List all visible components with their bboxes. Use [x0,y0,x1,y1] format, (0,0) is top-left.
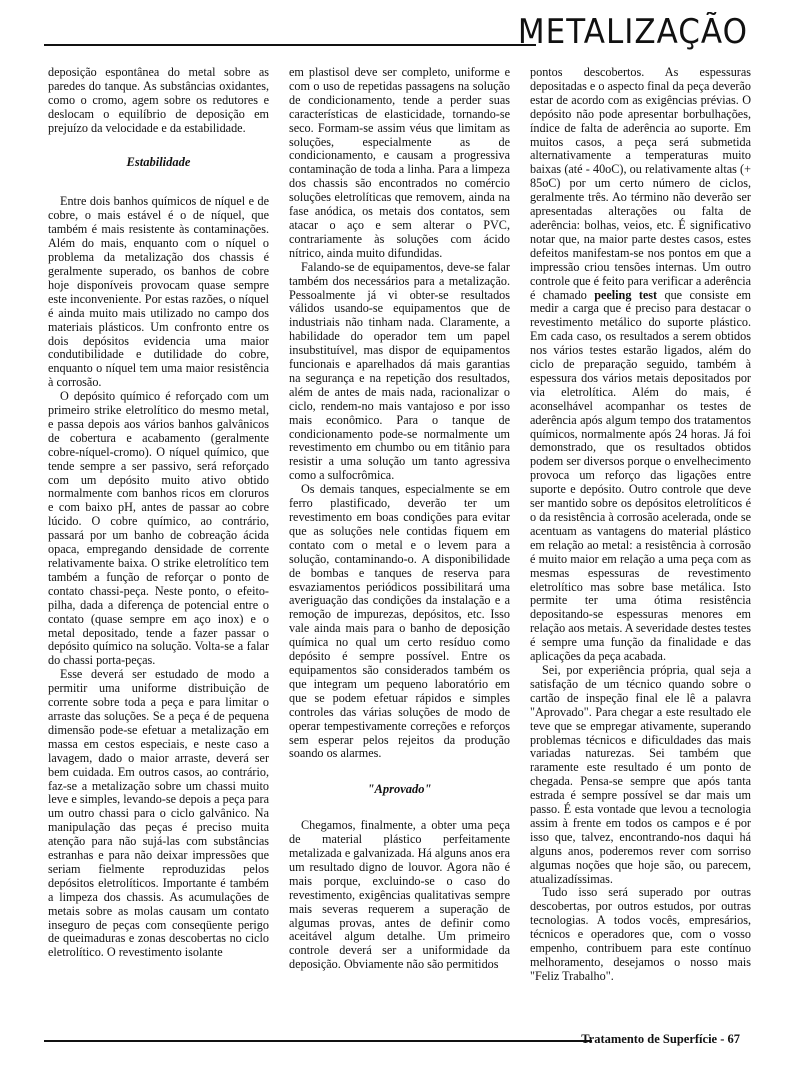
paragraph: Entre dois banhos químicos de níquel e de cobre, o mais estável é o de níquel, que também é mais resistente às contaminações. Além do mais, enquanto com o níquel o problema da metalização dos chassis é geralmente superado, os banhos de cobre hoje disponíveis provocam quase sempre este inconveniente. Por estas razões, o níquel é ainda muito mais utilizado no campo dos materiais plásticos. Um confronto entre os dois depósitos evidencia uma maior condutibilidade e dutilidade do cobre, enquanto o níquel tem uma maior resistência à corrosão. [48,194,269,390]
column-3 [530,66,751,996]
column-1 [48,66,269,996]
paragraph: O depósito químico é reforçado com um primeiro strike eletrolítico do mesmo metal, e passa depois aos vários banhos galvânicos de cobertura e acabamento (geralmente cobre-níquel-cromo). O níquel químico, que tende sempre a ser passivo, será reforçado com um depósito muito ativo obtido normalmente com banhos ricos em cloruros e com baixo pH, antes de passar ao cobre lúcido. O cobre químico, ao contrário, passará por um banho de cobreação ácida opaca, empregando densidade de corrente relativamente baixa. O strike eletrolítico tem também a função de reforçar o ponto de contato chassi-peça. Neste ponto, o efeito-pilha, dada a diferença de potencial entre o contato (quase sempre em aço inox) e o metal depositado, tende a fazer passar o depósito químico na solução. Volta-se a falar do chassi porta-peças. [48,389,269,668]
peeling-test-term: peeling test [594,287,658,302]
paragraph: Sei, por experiência própria, qual seja a satisfação de um técnico quando sobre o cartão de inspeção final ele lê a palavra "Aprovado". Para chegar a este resultado ele teve que se empregar ativamente, superando problemas técnicos e dificuldades das mais variadas naturezas. Sei também que raramente este resultado é um ponto de chegada. Pensa-se sempre que após tanta estrada é sempre possível se dar mais um passo. É esta vontade que levou a tecnologia assim à frente em todos os campos e é por isso que, talvez, encontrando-nos daqui há alguns anos, poderemos rever com sorriso algumas noções que hoje são, ou parecem, atualizadíssimas. [530,662,751,886]
column-2 [289,66,510,996]
paragraph: Os demais tanques, especialmente se em ferro plastificado, deverão ter um revestimento em boas condições para evitar que as soluções nele contidas fiquem em contato com o metal e o levem para a solução, contaminando-o. A disponibilidade de bombas e tanques de reserva para esvaziamentos periódicos possibilitará uma averiguação das condições da instalação e a remoção de impurezas, depósitos, etc. Isso vale ainda mais para o banho de deposição química no qual um certo resíduo como depósito é sempre possível. Entre os equipamentos são considerados também os que integram um pequeno laboratório em que se podem efetuar rápidos e simples controles das várias soluções de modo de operar tempestivamente correções e reforços sem esperar pelos rejeitos da produção soando os alarmes. [289,482,510,761]
paragraph: Chegamos, finalmente, a obter uma peça de material plástico perfeitamente metalizada e galvanizada. Há alguns anos era um resultado digno de louvor. Agora não é mais porque, excluindo-se o caso do revestimento, exigências qualitativas sempre mais severas requerem a superação de algumas provas, antes de definir como aceitável algum detalhe. Um primeiro controle deverá ser a uniformidade da deposição. Obviamente não são permitidos [289,818,510,972]
paragraph: Falando-se de equipamentos, deve-se falar também dos necessários para a metalização. Pessoalmente já vi obter-se resultados válidos usando-se equipamentos que de industriais não tinham nada. Claramente, a habilidade do operador tem um papel insubstituível, mas dispor de equipamentos funcionais e aparelhados dá mais garantias na segurança e na repetição dos resultados, além de antes de mais nada, racionalizar o ciclo, rendem-no mais vantajoso e por isso mais econômico. Para o tanque de condicionamento pode-se normalmente um revestimento em chumbo ou em titânio para resistir a uma solução um tanto agressiva como a sulfocrômica. [289,259,510,483]
paragraph [530,66,751,664]
section-title: METALIZAÇÃO [517,12,748,52]
subheading-estabilidade: Estabilidade [126,154,191,169]
paragraph-text: que consiste em medir a carga que é preciso para destacar o revestimento metálico do suporte plástico. Em cada caso, os resultados a serem obtidos nos vários testes estarão ligados, além do ciclo de preparação seguido, também à espessura dos vários metais depositados por via eletrolítica. Além do mais, é aconselhável acompanhar os testes de aderência após algum tempo dos tratamentos químicos, normalmente após 24 horas. Já foi demonstrado, que os resultados obtidos podem ser diversos porque o envelhecimento provoca um reforço das ligações entre suporte e depósito. Outro controle que deve ser mantido sobre os depósitos eletrolíticos é o da resistência à corrosão acelerada, onde se acentuam as vantagens do material plástico em relação ao metal: a resistência à corrosão é muito maior em relação a uma peça com as mesmas espessuras de revestimento eletrolítico mas sobre base metálica. Isto permite ter uma ótima resistência depositando-se espessuras menores em relação aos metais. A severidade destes testes é sempre uma função da finalidade e das aplicações da peça acabada. [530,287,752,664]
paragraph: Tudo isso será superado por outras descobertas, por outros estudos, por outras tecnologias. A todos vocês, empresários, técnicos e operadores que, com o vosso empenho, contribuem para este contínuo melhoramento, desejamos o nosso mais "Feliz Trabalho". [530,885,751,983]
article-body [48,66,752,996]
header-rule [44,44,536,46]
footer-rule [44,1040,592,1042]
paragraph: Esse deverá ser estudado de modo a permitir uma uniforme distribuição de corrente sobre toda a peça e para limitar o arraste das soluções. Se a peça é de pequena dimensão pode-se efetuar a metalização em massa em cestos especiais, e neste caso a lavagem, dado o maior arraste, deverá ser bem cuidada. Em outros casos, ao contrário, faz-se a metalização sobre um chassi muito leve e simples, levando-se depois a peça para um outro chassi para o ciclo galvânico. Na manipulação das peças é preciso muita atenção para não sujá-las com substâncias estranhas e para não deixar impressões que seriam fielmente reproduzidas pelos depósitos eletrolíticos. Importante é também a limpeza dos chassis. As acumulações de metais sobre as molas causam um contato inseguro de peças com conseqüente perigo de queimaduras e zonas descobertas no ciclo eletrolítico. O revestimento isolante [48,667,269,960]
page-footer: Tratamento de Superfície - 67 [581,1032,740,1046]
paragraph: em plastisol deve ser completo, uniforme e com o uso de repetidas passagens na solução de condicionamento, tende a perder suas características de elasticidade, tornando-se seco. Formam-se assim véus que limitam as soluções, especialmente as de condicionamento, e causam a progressiva contaminação de toda a linha. Para a limpeza dos chassis são encontrados no comércio soluções eletrolíticas que removem, ainda na fase anódica, os metais dos contatos, sem atacar o aço e sem alterar o PVC, contrariamente às soluções com ácido nítrico, ainda muito difundidas. [289,65,510,260]
paragraph-text: pontos descobertos. As espessuras depositadas e o aspecto final da peça deverão estar de acordo com as exigências prévias. O depósito não pode apresentar borbulhações, índice de falta de aderência ao suporte. Em muitos casos, a peça será submetida alternativamente a temperaturas muito baixas (até - 40oC), ou relativamente altas (+ 85oC) por um certo número de ciclos, geralmente três. Ao término não deverão ser apresentadas alterações ou falta de aderência: bolhas, veios, etc. É significativo notar que, na maior parte destes casos, estes defeitos manifestam-se nos pontos em que a impressão criou tensões internas. Um outro controle que é feito para verificar a aderência é chamado [530,65,751,302]
paragraph: deposição espontânea do metal sobre as paredes do tanque. As substâncias oxidantes, como o cromo, agem sobre os redutores e deslocam o equilíbrio de deposição em prejuízo da velocidade e da estabilidade. [48,65,269,135]
subheading-aprovado: "Aprovado" [367,782,432,797]
